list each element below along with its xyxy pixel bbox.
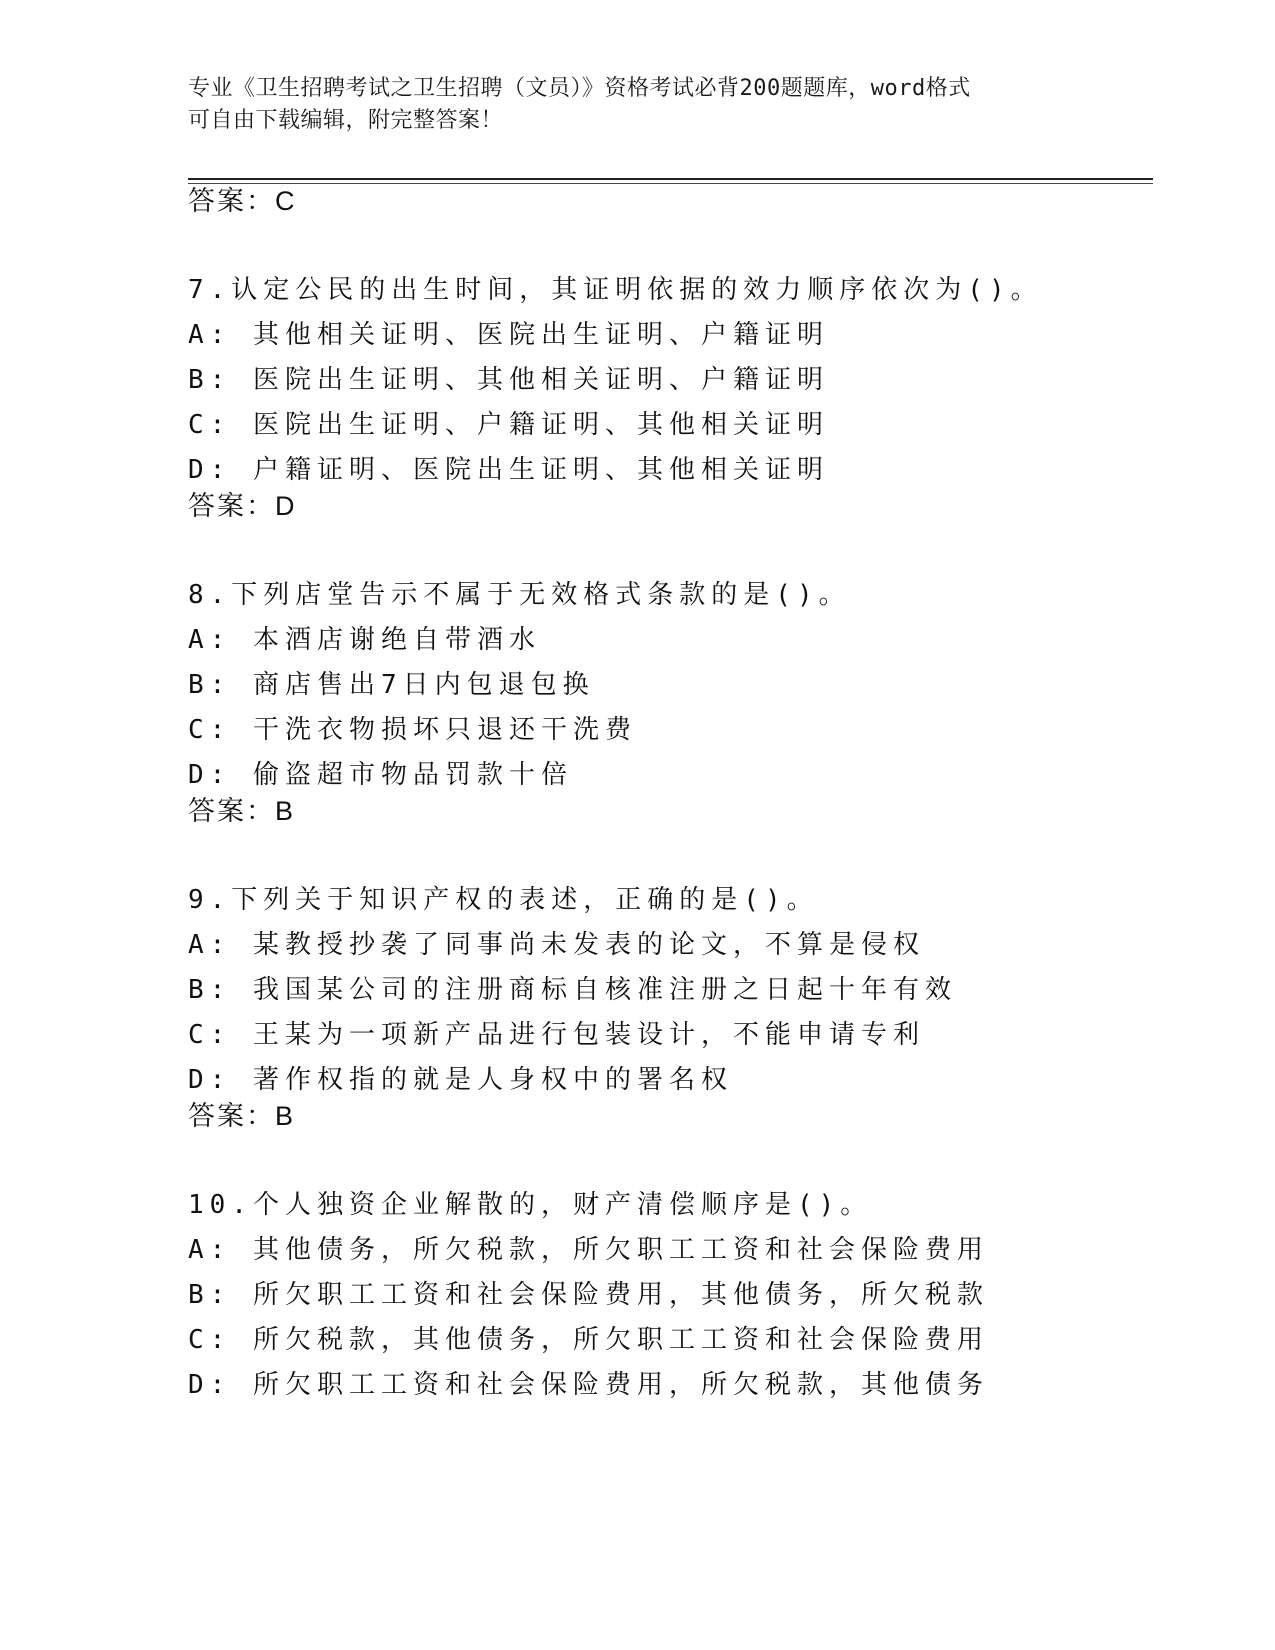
- option-d: D: 户籍证明、医院出生证明、其他相关证明: [188, 455, 829, 485]
- question-8: [188, 573, 1153, 798]
- answer-q8: 答案：B: [188, 796, 296, 826]
- header-title-line-2: 可自由下载编辑，附完整答案！: [188, 108, 504, 133]
- option-c: C: 医院出生证明、户籍证明、其他相关证明: [188, 410, 829, 440]
- option-a: A: 其他债务，所欠税款，所欠职工工资和社会保险费用: [188, 1235, 989, 1265]
- option-a: A: 本酒店谢绝自带酒水: [188, 625, 541, 655]
- header-divider-thin: [188, 183, 1153, 184]
- option-d: D: 所欠职工工资和社会保险费用，所欠税款，其他债务: [188, 1370, 989, 1400]
- answer-q7: 答案：D: [188, 491, 297, 521]
- option-c: C: 干洗衣物损坏只退还干洗费: [188, 715, 637, 745]
- question-stem: 10.个人独资企业解散的，财产清偿顺序是()。: [188, 1190, 873, 1220]
- header-divider-thick: [188, 178, 1153, 180]
- document-header: [188, 73, 1068, 137]
- option-d: D: 著作权指的就是人身权中的署名权: [188, 1065, 733, 1095]
- option-d: D: 偷盗超市物品罚款十倍: [188, 760, 573, 790]
- option-b: B: 所欠职工工资和社会保险费用，其他债务，所欠税款: [188, 1280, 989, 1310]
- question-10: [188, 1183, 1153, 1408]
- option-c: C: 所欠税款，其他债务，所欠职工工资和社会保险费用: [188, 1325, 989, 1355]
- option-b: B: 商店售出7日内包退包换: [188, 670, 595, 700]
- option-a: A: 其他相关证明、医院出生证明、户籍证明: [188, 320, 829, 350]
- question-7: [188, 268, 1153, 493]
- answer-q9: 答案：B: [188, 1101, 296, 1131]
- question-stem: 8.下列店堂告示不属于无效格式条款的是()。: [188, 580, 851, 610]
- option-a: A: 某教授抄袭了同事尚未发表的论文，不算是侵权: [188, 930, 925, 960]
- option-b: B: 医院出生证明、其他相关证明、户籍证明: [188, 365, 829, 395]
- option-b: B: 我国某公司的注册商标自核准注册之日起十年有效: [188, 975, 957, 1005]
- question-9: [188, 878, 1153, 1103]
- answer-q6: 答案：C: [188, 186, 297, 216]
- header-title-line-1: 专业《卫生招聘考试之卫生招聘（文员）》资格考试必背200题题库，word格式: [188, 76, 971, 101]
- option-c: C: 王某为一项新产品进行包装设计，不能申请专利: [188, 1020, 925, 1050]
- question-stem: 7.认定公民的出生时间，其证明依据的效力顺序依次为()。: [188, 275, 1043, 305]
- question-stem: 9.下列关于知识产权的表述，正确的是()。: [188, 885, 819, 915]
